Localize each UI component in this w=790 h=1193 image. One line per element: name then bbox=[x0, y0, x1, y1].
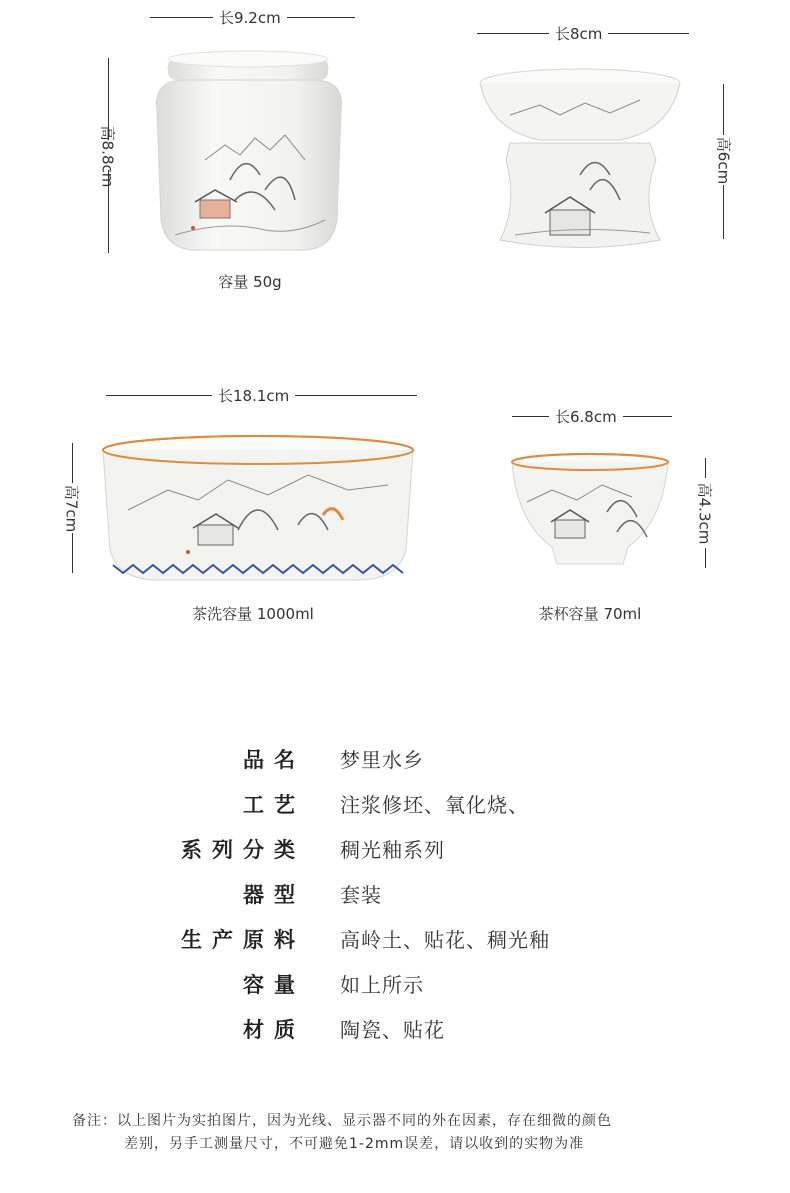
washer-image bbox=[98, 430, 428, 585]
strainer-height-label: 高6cm bbox=[714, 136, 733, 185]
spec-value: 套装 bbox=[340, 883, 382, 907]
spec-row bbox=[0, 924, 790, 958]
washer-capacity-caption: 茶洗容量 1000ml bbox=[192, 605, 314, 623]
spec-key: 工艺 bbox=[243, 792, 305, 817]
washer-height-label: 高7cm bbox=[62, 484, 81, 533]
spec-key: 器型 bbox=[243, 882, 305, 907]
spec-value: 高岭土、贴花、稠光釉 bbox=[340, 928, 550, 952]
spec-key: 系列分类 bbox=[181, 837, 305, 862]
caddy-image bbox=[145, 50, 365, 260]
note-line-1: 备注：以上图片为实拍图片，因为光线、显示器不同的外在因素，存在细微的颜色 bbox=[72, 1113, 612, 1129]
spec-row bbox=[0, 789, 790, 823]
cup-height-label: 高4.3cm bbox=[695, 482, 714, 545]
spec-value: 梦里水乡 bbox=[340, 748, 424, 772]
spec-row bbox=[0, 879, 790, 913]
caddy-capacity-caption: 容量 50g bbox=[218, 273, 282, 291]
strainer-image bbox=[470, 65, 700, 255]
spec-value: 如上所示 bbox=[340, 973, 424, 997]
spec-row bbox=[0, 1014, 790, 1048]
spec-key: 容量 bbox=[243, 972, 305, 997]
spec-key: 材质 bbox=[243, 1017, 305, 1042]
strainer-length-label: 长8cm bbox=[549, 23, 608, 44]
spec-value: 陶瓷、贴花 bbox=[340, 1018, 445, 1042]
spec-key: 品名 bbox=[243, 747, 305, 772]
disclaimer-note bbox=[72, 1110, 732, 1156]
spec-key: 生产原料 bbox=[181, 927, 305, 952]
caddy-length-label: 长9.2cm bbox=[213, 7, 287, 28]
caddy-height-label: 高8.8cm bbox=[98, 125, 117, 188]
cup-length-label: 长6.8cm bbox=[549, 406, 623, 427]
spec-row bbox=[0, 969, 790, 1003]
spec-row bbox=[0, 744, 790, 778]
spec-value: 注浆修坯、氧化烧、 bbox=[340, 793, 529, 817]
cup-image bbox=[507, 452, 677, 572]
note-line-2: 差别，另手工测量尺寸，不可避免1-2mm误差，请以收到的实物为准 bbox=[124, 1136, 585, 1152]
cup-capacity-caption: 茶杯容量 70ml bbox=[538, 605, 642, 623]
spec-value: 稠光釉系列 bbox=[340, 838, 445, 862]
washer-length-label: 长18.1cm bbox=[212, 385, 295, 406]
spec-row bbox=[0, 834, 790, 868]
